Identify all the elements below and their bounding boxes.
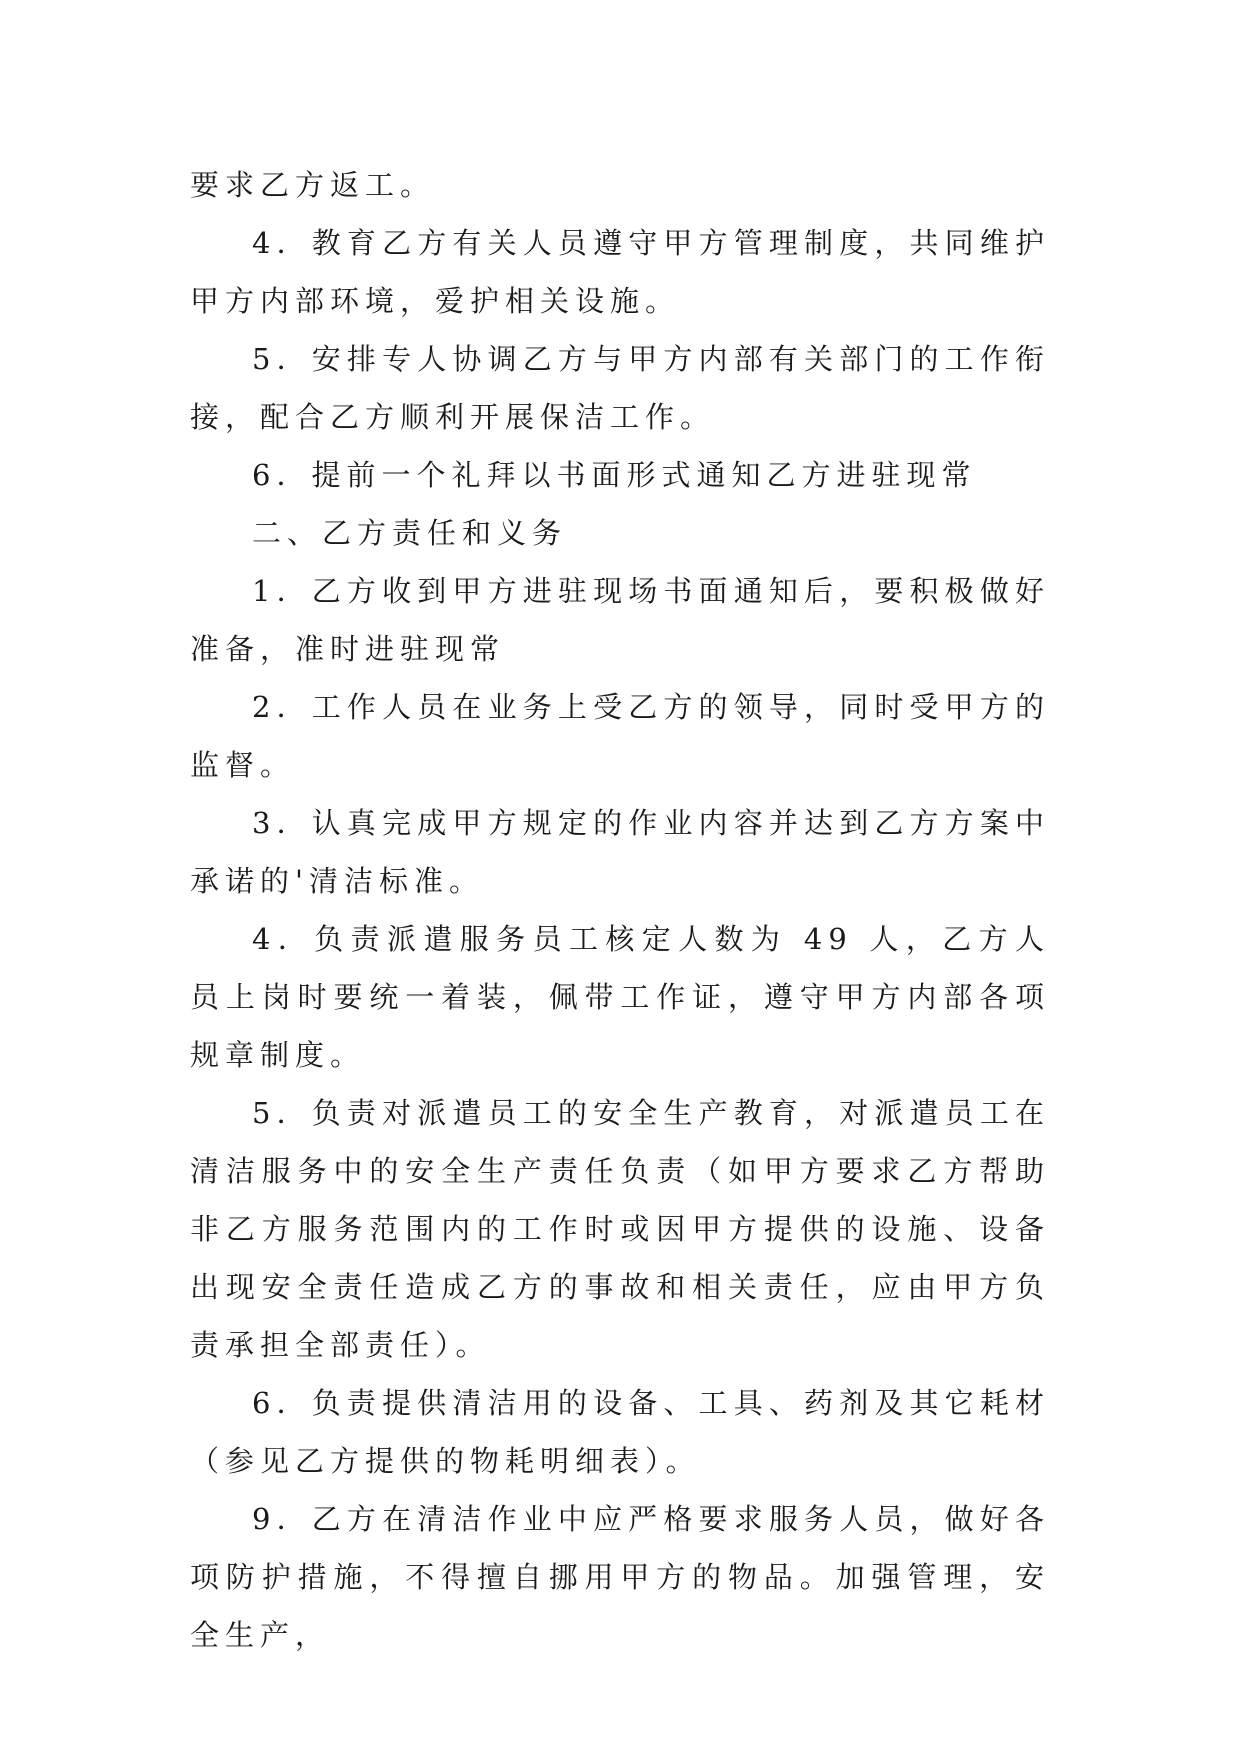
paragraph-item-6: 6．提前一个礼拜以书面形式通知乙方进驻现常: [252, 458, 977, 492]
paragraph-item-5: 5．安排专人协调乙方与甲方内部有关部门的工作衔接，配合乙方顺利开展保洁工作。: [190, 342, 1050, 434]
paragraph-item-3: 3．认真完成甲方规定的作业内容并达到乙方方案中承诺的'清洁标准。: [190, 806, 1050, 898]
paragraph-item-2: 2．工作人员在业务上受乙方的领导，同时受甲方的监督。: [190, 690, 1050, 782]
section-heading: 二、乙方责任和义务: [252, 516, 568, 550]
paragraph-item-6b: 6．负责提供清洁用的设备、工具、药剂及其它耗材（参见乙方提供的物耗明细表）。: [190, 1386, 1050, 1478]
paragraph-item-4b: 4．负责派遣服务员工核定人数为 49 人，乙方人员上岗时要统一着装，佩带工作证，遵守甲方内部各项规章制度。: [190, 922, 1050, 1072]
paragraph-item-5b: 5．负责对派遣员工的安全生产教育，对派遣员工在清洁服务中的安全生产责任负责（如甲方要求乙方帮助非乙方服务范围内的工作时或因甲方提供的设施、设备出现安全责任造成乙方的事故和相关责任，应由甲方负责承担全部责任）。: [190, 1096, 1050, 1362]
paragraph-item-1: 1．乙方收到甲方进驻现场书面通知后，要积极做好准备，准时进驻现常: [190, 574, 1050, 666]
paragraph-continuation: 要求乙方返工。: [190, 168, 436, 202]
paragraph-item-9: 9．乙方在清洁作业中应严格要求服务人员，做好各项防护措施，不得擅自挪用甲方的物品。加强管理，安全生产，: [190, 1502, 1050, 1652]
document-page: [190, 156, 1050, 1664]
paragraph-item-4: 4．教育乙方有关人员遵守甲方管理制度，共同维护甲方内部环境，爱护相关设施。: [190, 226, 1050, 318]
